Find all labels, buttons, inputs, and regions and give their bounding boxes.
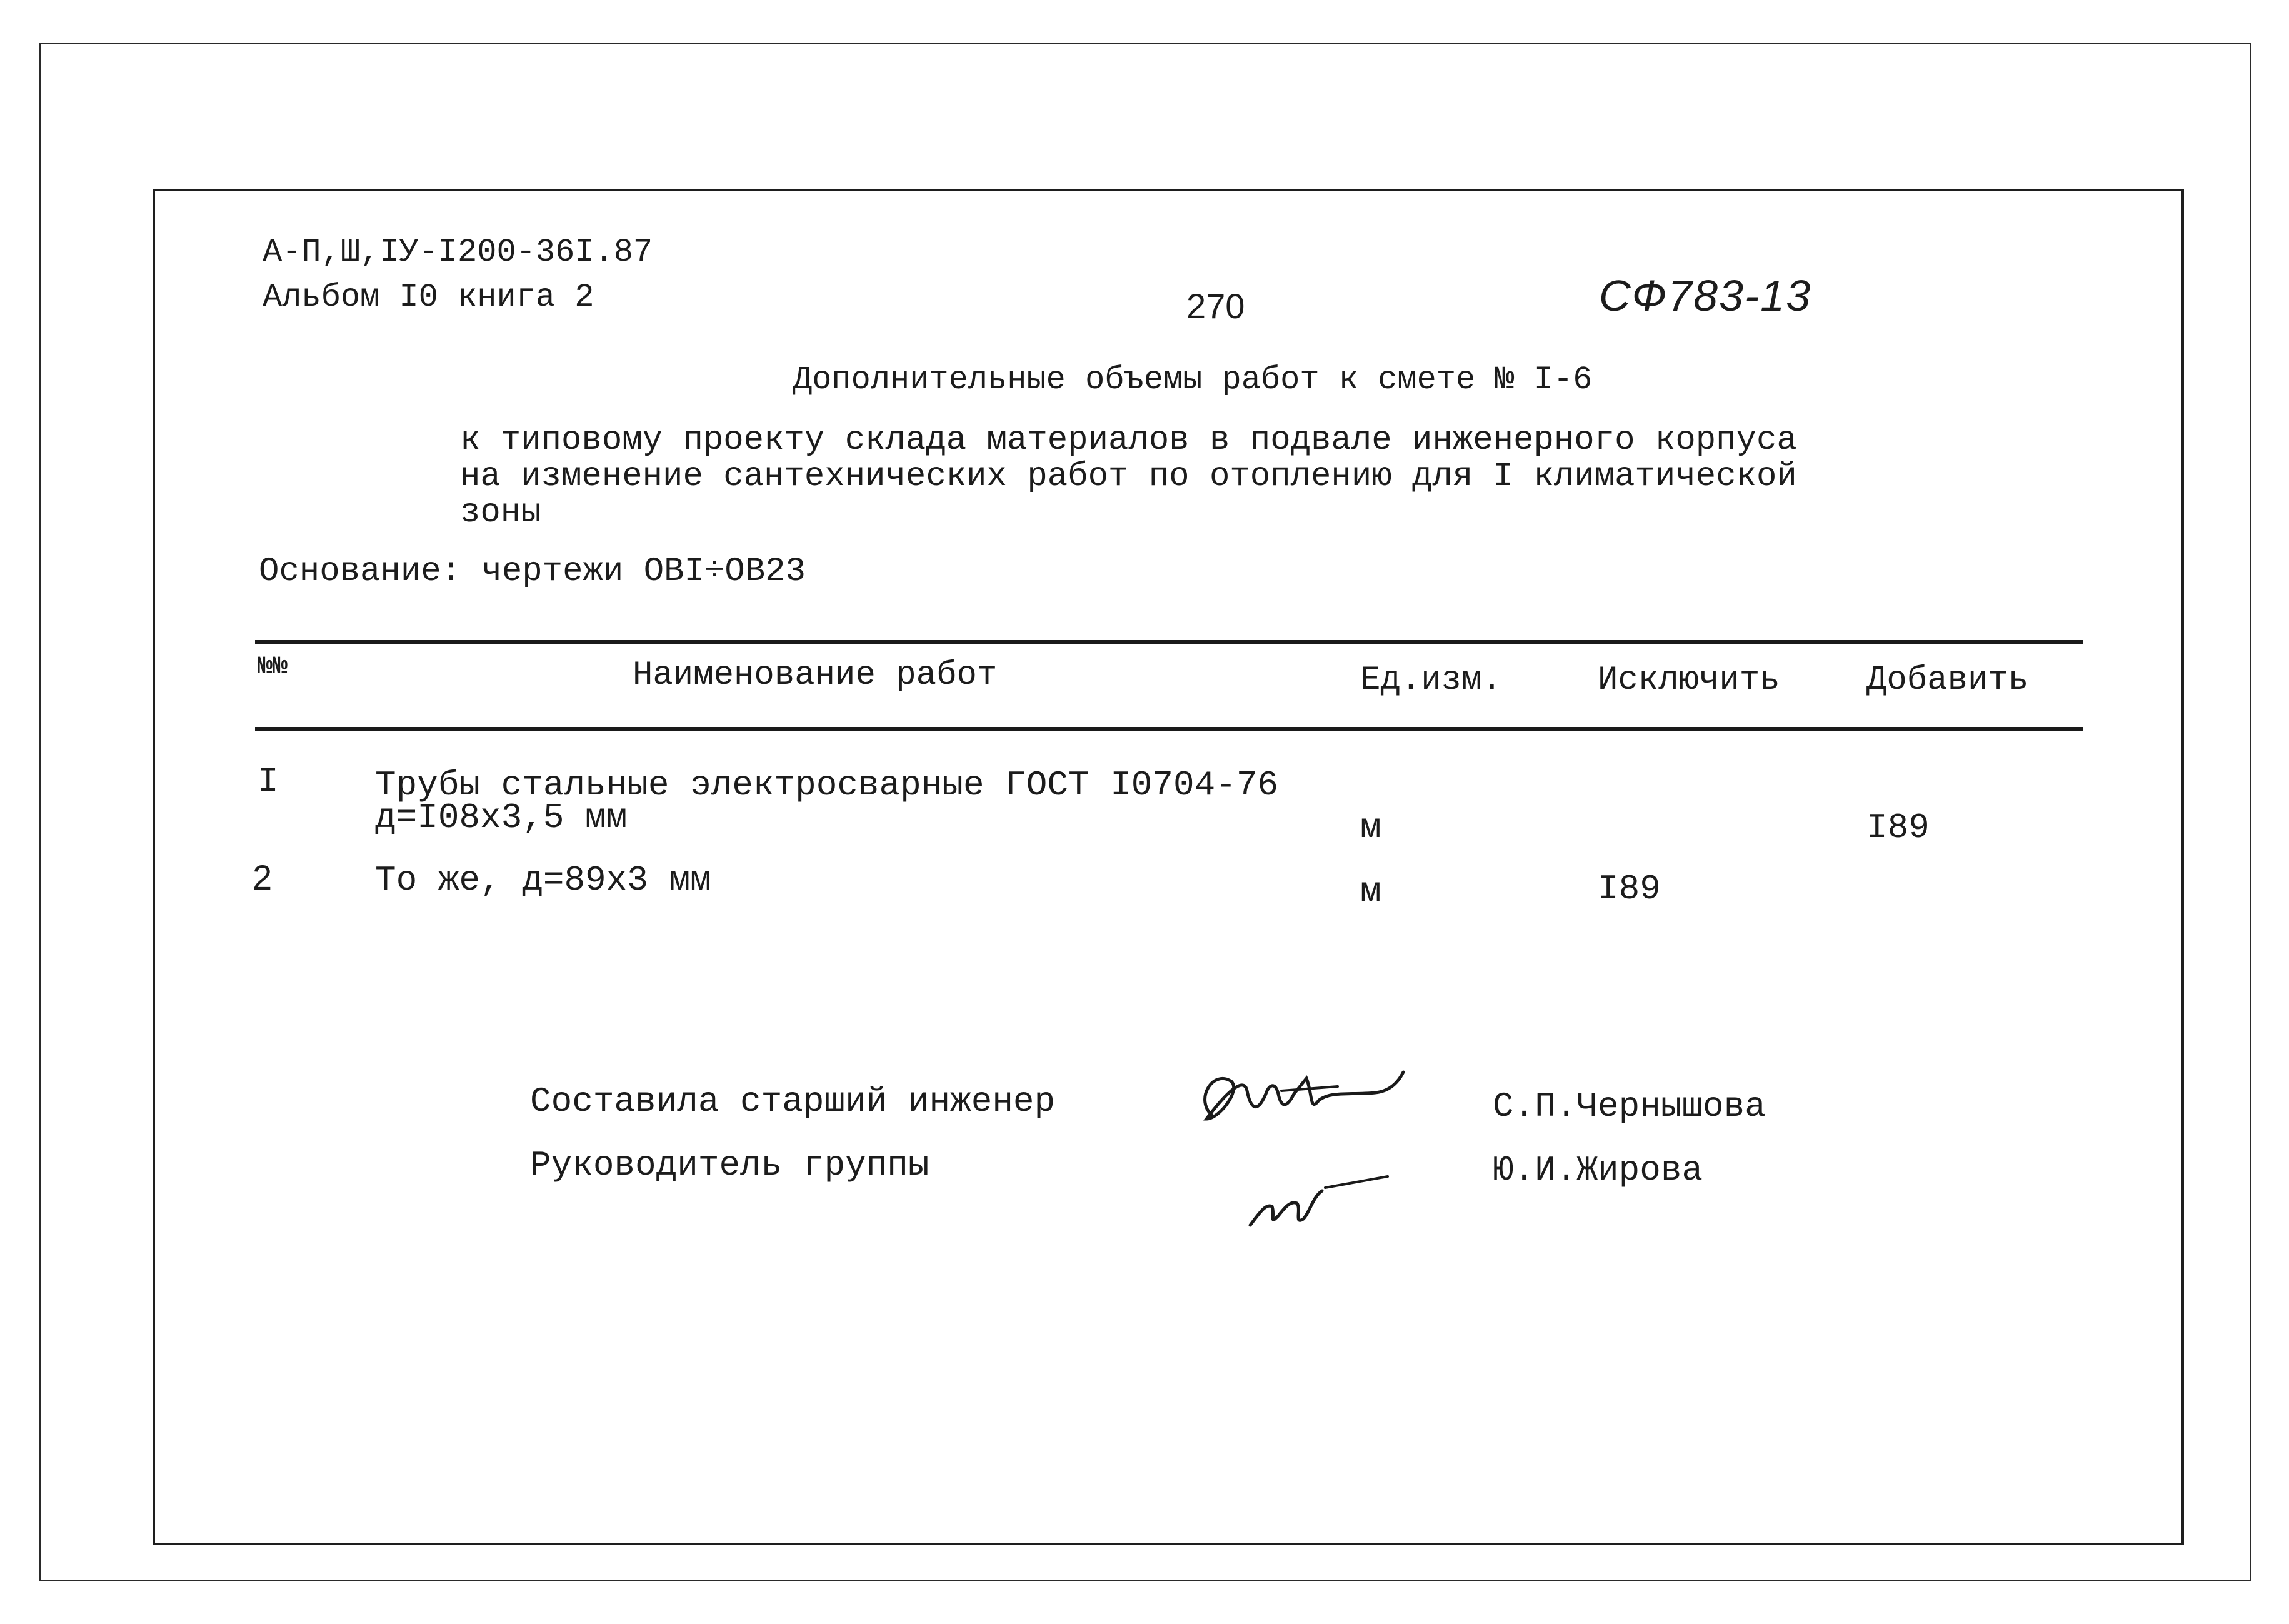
subtitle-line: зоны — [460, 494, 541, 532]
page-number: 270 — [1186, 286, 1245, 326]
row-unit: м — [1360, 808, 1381, 848]
signatory-role-head: Руководитель группы — [530, 1145, 929, 1185]
album-reference: Альбом I0 книга 2 — [263, 279, 594, 316]
handwritten-signature-compiler — [1188, 1056, 1413, 1138]
subtitle-line: на изменение сантехнических работ по отоплению для I климатической — [460, 458, 1797, 496]
row-number: I — [258, 761, 279, 801]
table-top-rule — [255, 640, 2083, 644]
row-add-value: I89 — [1866, 808, 1930, 848]
series-mark: СФ783-13 — [1599, 271, 1812, 320]
subtitle-line: к типовому проекту склада материалов в подвале инженерного корпуса — [460, 421, 1797, 459]
header-exclude: Исключить — [1598, 661, 1780, 699]
signatory-role-compiler: Составила старший инженер — [530, 1081, 1056, 1121]
signatory-name-head: Ю.И.Жирова — [1493, 1150, 1703, 1190]
row-work-name-cont: д=I08х3,5 мм — [375, 798, 628, 838]
header-add: Добавить — [1866, 661, 2029, 699]
handwritten-signature-head — [1244, 1163, 1394, 1238]
table-header-rule — [255, 727, 2083, 731]
header-work-name: Наименование работ — [633, 656, 998, 694]
document-code: А-П,Ш,IУ-I200-36I.87 — [263, 234, 653, 271]
row-number: 2 — [253, 858, 273, 897]
row-exclude-value: I89 — [1598, 869, 1661, 909]
signatory-name-compiler: С.П.Чернышова — [1493, 1086, 1766, 1126]
header-number: №№ — [258, 653, 288, 681]
header-unit: Ед.изм. — [1360, 661, 1502, 699]
row-work-name: То же, д=89х3 мм — [375, 860, 711, 900]
row-work-name: Трубы стальные электросварные ГОСТ I0704-76 — [375, 765, 1279, 805]
basis-line: Основание: чертежи ОВI÷ОВ23 — [259, 553, 806, 591]
row-unit: м — [1360, 871, 1381, 911]
document-title: Дополнительные объемы работ к смете № I-6 — [793, 361, 1593, 398]
